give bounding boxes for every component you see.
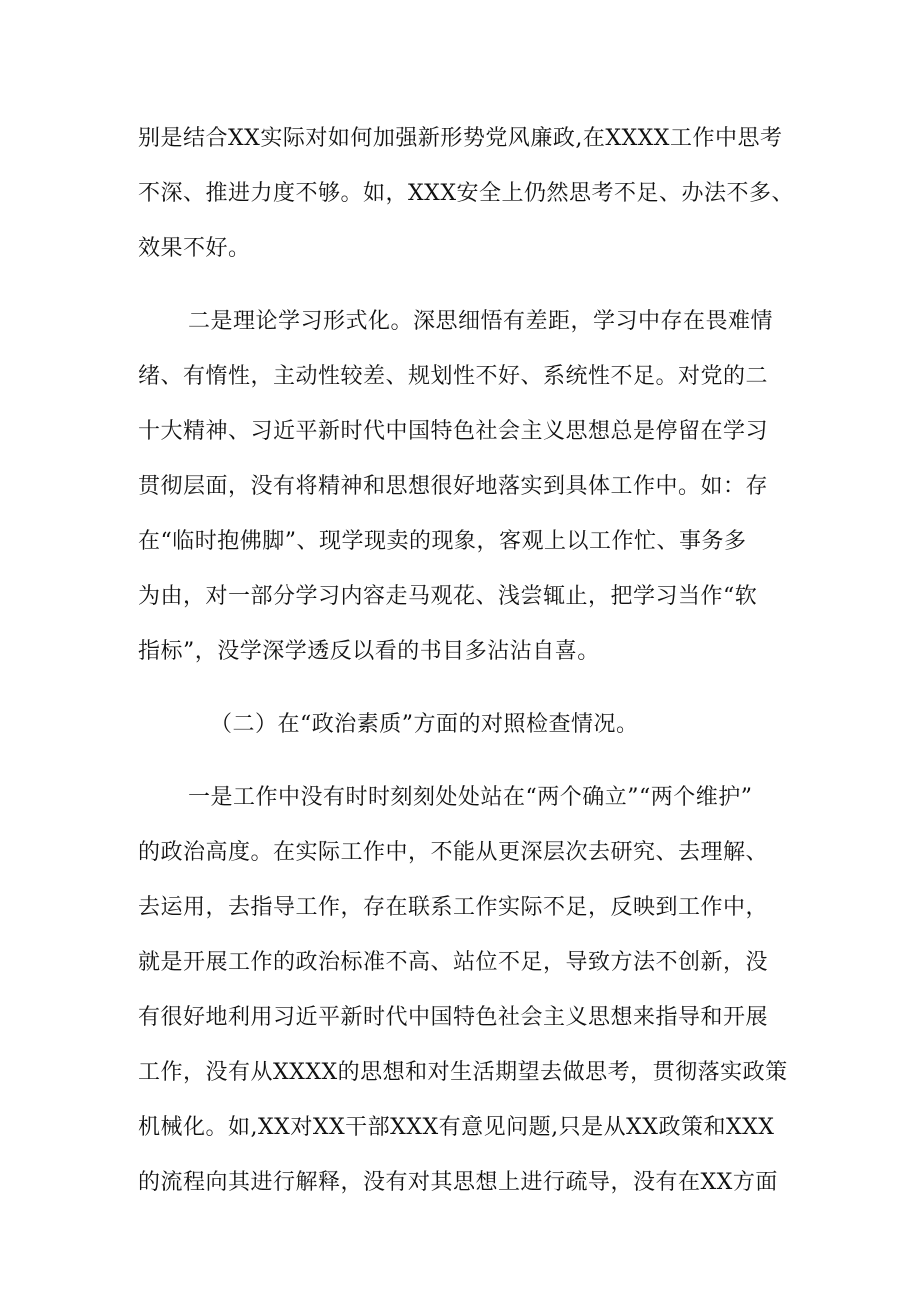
paragraph-2-line-1: 二是理论学习形式化。深思细悟有差距，学习中存在畏难情 [188,309,774,334]
paragraph-1-line-2: 不深、推进力度不够。如，XXX安全上仍然思考不足、办法不多、 [138,181,794,206]
paragraph-3-line-5: 有很好地利用习近平新时代中国特色社会主义思想来指导和开展 [138,1005,769,1030]
paragraph-2-line-5: 在“临时抱佛脚”、现学现卖的现象，客观上以工作忙、事务多 [138,529,747,554]
paragraph-1-line-1: 别是结合XX实际对如何加强新形势党风廉政,在XXXX工作中思考 [138,126,783,151]
paragraph-3-line-3: 去运用，去指导工作，存在联系工作实际不足，反映到工作中， [138,895,769,920]
paragraph-3-line-2: 的政治高度。在实际工作中，不能从更深层次去研究、去理解、 [138,840,769,865]
paragraph-2-line-2: 绪、有惰性，主动性较差、规划性不好、系统性不足。对党的二 [138,364,769,389]
paragraph-3-line-1: 一是工作中没有时时刻刻处处站在“两个确立”“两个维护” [188,785,753,810]
paragraph-2-line-4: 贯彻层面，没有将精神和思想很好地落实到具体工作中。如：存 [138,474,769,499]
paragraph-3-line-6: 工作，没有从XXXX的思想和对生活期望去做思考，贯彻落实政策 [138,1060,788,1085]
section-heading-2: （二）在“政治素质”方面的对照检查情况。 [210,712,639,737]
paragraph-1-line-3: 效果不好。 [138,236,251,261]
paragraph-2-line-3: 十大精神、习近平新时代中国特色社会主义思想总是停留在学习 [138,419,769,444]
paragraph-2-line-7: 指标”，没学深学透反以看的书目多沾沾自喜。 [138,639,600,664]
paragraph-3-line-8: 的流程向其进行解释，没有对其思想上进行疏导，没有在XX方面 [138,1170,778,1195]
paragraph-3-line-4: 就是开展工作的政治标准不高、站位不足，导致方法不创新，没 [138,950,769,975]
paragraph-3-line-7: 机械化。如,XX对XX干部XXX有意见问题,只是从XX政策和XXX [138,1115,775,1140]
paragraph-2-line-6: 为由，对一部分学习内容走马观花、浅尝辄止，把学习当作“软 [138,584,758,609]
